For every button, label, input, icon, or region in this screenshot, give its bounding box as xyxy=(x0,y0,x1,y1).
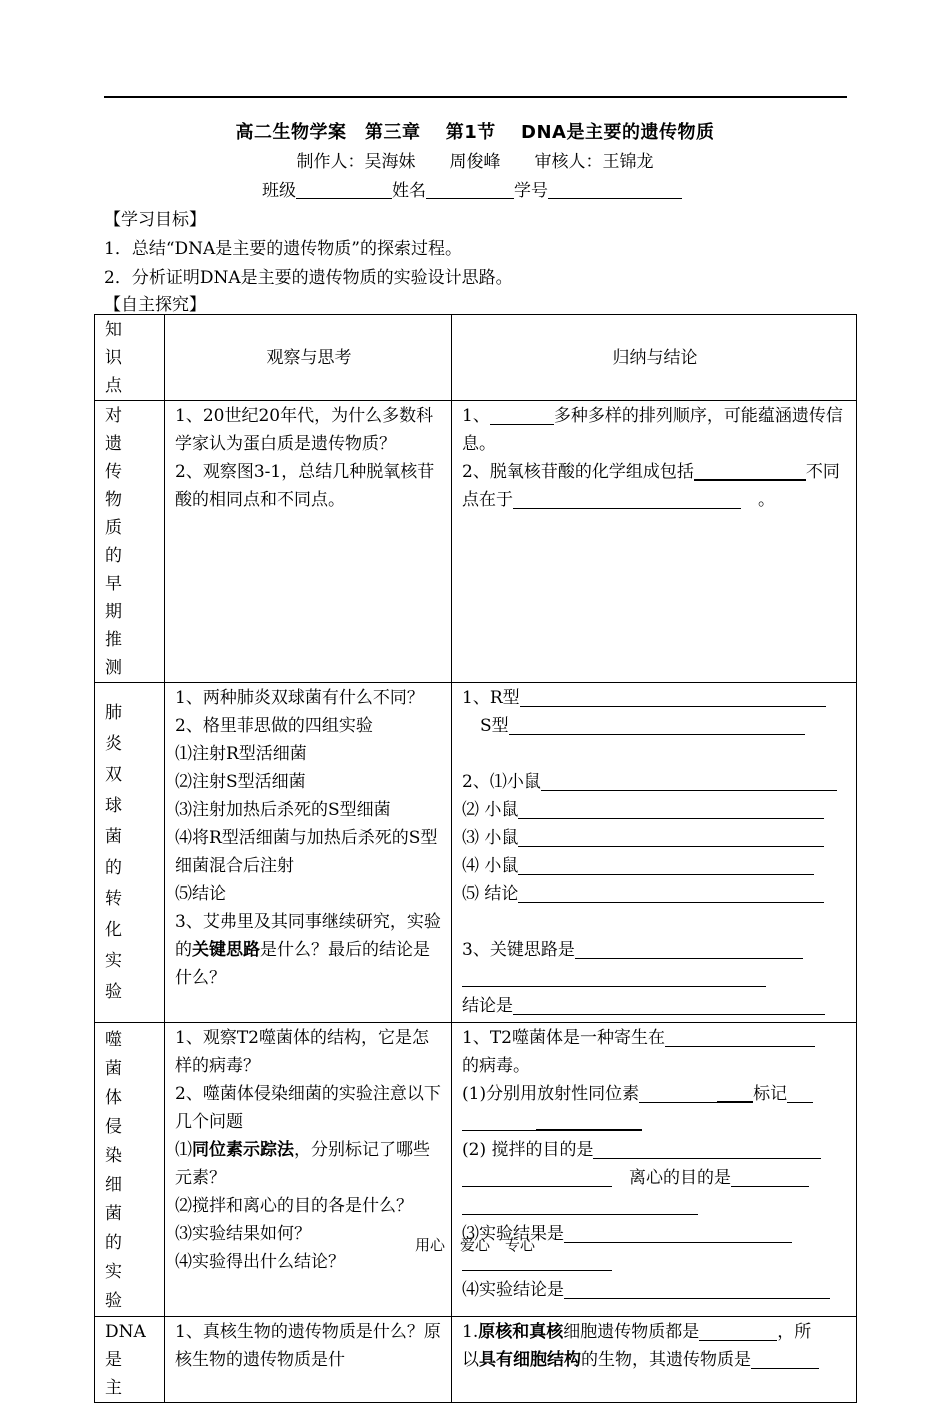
row2-q2-5: ⑸结论 xyxy=(175,884,226,904)
row1-q1: 1、20世纪20年代，为什么多数科学家认为蛋白质是遗传物质？ xyxy=(175,406,434,454)
row1-a2-end: 。 xyxy=(741,490,775,510)
kp-pneumo-text: 肺炎双球菌的转化实验 xyxy=(105,703,122,1002)
row3-a2-blank[interactable] xyxy=(639,1082,717,1103)
kp-dna-line2: 是主 xyxy=(105,1350,136,1398)
row3-answers xyxy=(452,1023,857,1317)
row2-q2-4: ⑷将R型活细菌与加热后杀死的S型细菌混合后注射 xyxy=(175,828,438,876)
kp-early-speculation: 对遗传物质的早期推测 xyxy=(95,401,165,683)
row2-q3-post: 是什么？最后的结论是什么？ xyxy=(175,940,430,988)
row3-q2-2: ⑵搅拌和离心的目的各是什么？ xyxy=(175,1196,413,1216)
page-footer: 用心 爱心 专心 xyxy=(414,1236,535,1254)
row3-a2-label: (1)分别用放射性同位素 xyxy=(462,1084,640,1104)
row3-a3-blank-4[interactable] xyxy=(462,1194,698,1215)
student-info-line xyxy=(262,176,682,201)
row3-q2-1-post: ，分别标记了哪些元素？ xyxy=(175,1140,430,1188)
table-row xyxy=(95,683,857,1023)
row4-a1-post: ，所 xyxy=(777,1322,812,1342)
kp-pneumococcus-transformation xyxy=(95,683,165,1023)
row2-a3-label: 3、关键思路是 xyxy=(462,940,575,960)
objective-item-1: 1．总结“DNA是主要的遗传物质”的探索过程。 xyxy=(104,239,462,259)
row2-a2-1-label: 2、⑴小鼠 xyxy=(462,772,541,792)
row2-a3-blank[interactable] xyxy=(575,938,803,959)
name-blank[interactable] xyxy=(426,180,514,199)
row3-q2-1 xyxy=(175,1136,443,1192)
header-knowledge-point: 知识点 xyxy=(95,315,165,401)
row2-a2-3-label: ⑶ 小鼠 xyxy=(462,828,519,848)
row1-answers xyxy=(452,401,857,683)
row3-a2 xyxy=(462,1080,848,1108)
kp-dna-line1: DNA xyxy=(105,1322,146,1342)
header-observe-think: 观察与思考 xyxy=(165,315,452,401)
row3-a2-mark: 标记 xyxy=(753,1084,788,1104)
row2-answers xyxy=(452,683,857,1023)
row2-q3-pre: 3、艾弗里及其同事继续研究，实验的 xyxy=(175,912,441,960)
row2-a1-r-label: 1、R型 xyxy=(462,688,520,708)
row2-a1-s xyxy=(462,712,848,740)
row1-a2-blank-2[interactable] xyxy=(513,488,741,509)
row2-a3-cont xyxy=(462,964,848,992)
row3-a2-blank-d[interactable] xyxy=(462,1110,536,1131)
row3-a4-label: ⑶实验结果是 xyxy=(462,1224,564,1244)
row1-a1-prefix: 1、 xyxy=(462,406,490,426)
row2-q1: 1、两种肺炎双球菌有什么不同？ xyxy=(175,688,424,708)
row4-questions xyxy=(165,1317,452,1403)
row4-a1-pre: 1. xyxy=(462,1322,479,1342)
row3-q1: 1、观察T2噬菌体的结构，它是怎样的病毒？ xyxy=(175,1028,429,1076)
row3-q2-1-bold: 同位素示踪法 xyxy=(192,1140,294,1160)
class-label: 班级 xyxy=(262,181,296,201)
row3-a1-pre: 1、T2噬菌体是一种寄生在 xyxy=(462,1028,665,1048)
row3-a1-blank[interactable] xyxy=(665,1026,815,1047)
row3-a3-blank-2[interactable] xyxy=(462,1166,612,1187)
row4-q1: 1、真核生物的遗传物质是什么？原核生物的遗传物质是什 xyxy=(175,1322,441,1370)
row3-questions xyxy=(165,1023,452,1317)
row3-a2-blank-b[interactable] xyxy=(717,1081,753,1103)
name-label: 姓名 xyxy=(392,181,426,201)
row3-a5-label: ⑷实验结论是 xyxy=(462,1280,564,1300)
table-row xyxy=(95,1317,857,1403)
row2-a2-2 xyxy=(462,796,848,824)
row3-a2-blank-e[interactable] xyxy=(536,1109,642,1131)
row3-a3-cont xyxy=(462,1164,848,1192)
kp-phage-text: 噬菌体侵染细菌的实验 xyxy=(105,1030,122,1311)
objective-item-2: 2．分析证明DNA是主要的遗传物质的实验设计思路。 xyxy=(104,268,513,288)
number-blank[interactable] xyxy=(548,180,682,199)
row2-q2-3: ⑶注射加热后杀死的S型细菌 xyxy=(175,800,391,820)
row3-a3-label: (2) 搅拌的目的是 xyxy=(462,1140,594,1160)
row3-a1 xyxy=(462,1024,848,1052)
row2-a2-3 xyxy=(462,824,848,852)
row2-a3-concl-label: 结论是 xyxy=(462,996,513,1016)
row4-a2-blank[interactable] xyxy=(751,1348,819,1369)
row4-a2-bold: 具有细胞结构 xyxy=(479,1350,581,1370)
row2-a2-3-blank[interactable] xyxy=(518,826,824,847)
table-row xyxy=(95,401,857,683)
row2-a2-5-blank[interactable] xyxy=(518,882,824,903)
row1-a2-mid: 不同点在于 xyxy=(462,462,840,510)
row2-a2-5 xyxy=(462,880,848,908)
table-row xyxy=(95,1023,857,1317)
row1-a2-blank[interactable] xyxy=(694,459,806,481)
row3-a3-cont2 xyxy=(462,1192,848,1220)
row1-questions xyxy=(165,401,452,683)
row4-a1-blank[interactable] xyxy=(699,1320,777,1341)
row3-q2: 2、噬菌体侵染细菌的实验注意以下几个问题 xyxy=(175,1084,441,1132)
row2-a1-s-label: S型 xyxy=(480,716,509,736)
objectives-heading: 【学习目标】 xyxy=(104,210,206,230)
authors-line: 制作人：吴海妹 周俊峰 审核人：王锦龙 xyxy=(296,152,654,172)
row2-a1-r-blank[interactable] xyxy=(520,686,826,707)
explore-heading: 【自主探究】 xyxy=(104,295,206,315)
row2-a2-1-blank[interactable] xyxy=(541,770,837,791)
row2-q2-2: ⑵注射S型活细菌 xyxy=(175,772,306,792)
row2-a2-2-blank[interactable] xyxy=(518,798,824,819)
row2-a2-4-label: ⑷ 小鼠 xyxy=(462,856,519,876)
row1-a1-text: 多种多样的排列顺序，可能蕴涵遗传信息。 xyxy=(462,406,843,454)
row1-a1-blank[interactable] xyxy=(490,404,554,425)
row2-a3-blank-2[interactable] xyxy=(462,966,766,987)
row4-a2-post: 的生物，其遗传物质是 xyxy=(581,1350,751,1370)
row1-a2-prefix: 2、脱氧核苷酸的化学组成包括 xyxy=(462,462,694,482)
row3-a5-blank[interactable] xyxy=(564,1278,830,1299)
row3-a5 xyxy=(462,1276,848,1304)
row3-a3-blank-3[interactable] xyxy=(731,1166,809,1187)
row3-a2-cont xyxy=(462,1108,848,1136)
row2-questions xyxy=(165,683,452,1023)
row3-a1-post: 的病毒。 xyxy=(462,1056,530,1076)
row3-a2-blank-c[interactable] xyxy=(787,1082,813,1103)
row2-a2-4-blank[interactable] xyxy=(518,854,814,875)
row2-a1-r xyxy=(462,684,848,712)
row1-q2: 2、观察图3-1，总结几种脱氧核苷酸的相同点和不同点。 xyxy=(175,462,435,510)
row2-q2: 2、格里菲思做的四组实验 xyxy=(175,716,373,736)
row4-a1-mid: 细胞遗传物质都是 xyxy=(563,1322,700,1342)
row4-a2 xyxy=(462,1346,848,1374)
row2-q2-1: ⑴注射R型活细菌 xyxy=(175,744,307,764)
kp-phage-infection xyxy=(95,1023,165,1317)
row2-q3-bold: 关键思路 xyxy=(192,940,260,960)
row3-q2-3: ⑶实验结果如何？ xyxy=(175,1224,311,1244)
page-title: 高二生物学案 第三章 第1节 DNA是主要的遗传物质 xyxy=(235,122,715,143)
row3-q2-1-pre: ⑴ xyxy=(175,1140,192,1160)
row2-a2-4 xyxy=(462,852,848,880)
row2-a3 xyxy=(462,936,848,964)
table-header-row xyxy=(95,315,857,401)
class-blank[interactable] xyxy=(296,180,392,199)
row3-q2-4: ⑷实验得出什么结论？ xyxy=(175,1252,345,1272)
row2-a3-concl-blank[interactable] xyxy=(513,994,825,1015)
row3-a3-blank[interactable] xyxy=(593,1138,821,1159)
row4-answers xyxy=(452,1317,857,1403)
row2-a3-concl xyxy=(462,992,848,1020)
header-summary-conclusion: 归纳与结论 xyxy=(452,315,857,401)
row4-a2-pre: 以 xyxy=(462,1350,479,1370)
kp-dna-main xyxy=(95,1317,165,1403)
top-rule xyxy=(104,96,847,98)
row2-a2-5-label: ⑸ 结论 xyxy=(462,884,519,904)
number-label: 学号 xyxy=(514,181,548,201)
row2-a2-1 xyxy=(462,768,848,796)
row3-a3 xyxy=(462,1136,848,1164)
row2-a1-s-blank[interactable] xyxy=(509,714,805,735)
row2-q3 xyxy=(175,908,443,992)
row3-a3-mid: 离心的目的是 xyxy=(629,1168,731,1188)
row2-a2-2-label: ⑵ 小鼠 xyxy=(462,800,519,820)
row4-a1-bold: 原核和真核 xyxy=(478,1322,564,1342)
